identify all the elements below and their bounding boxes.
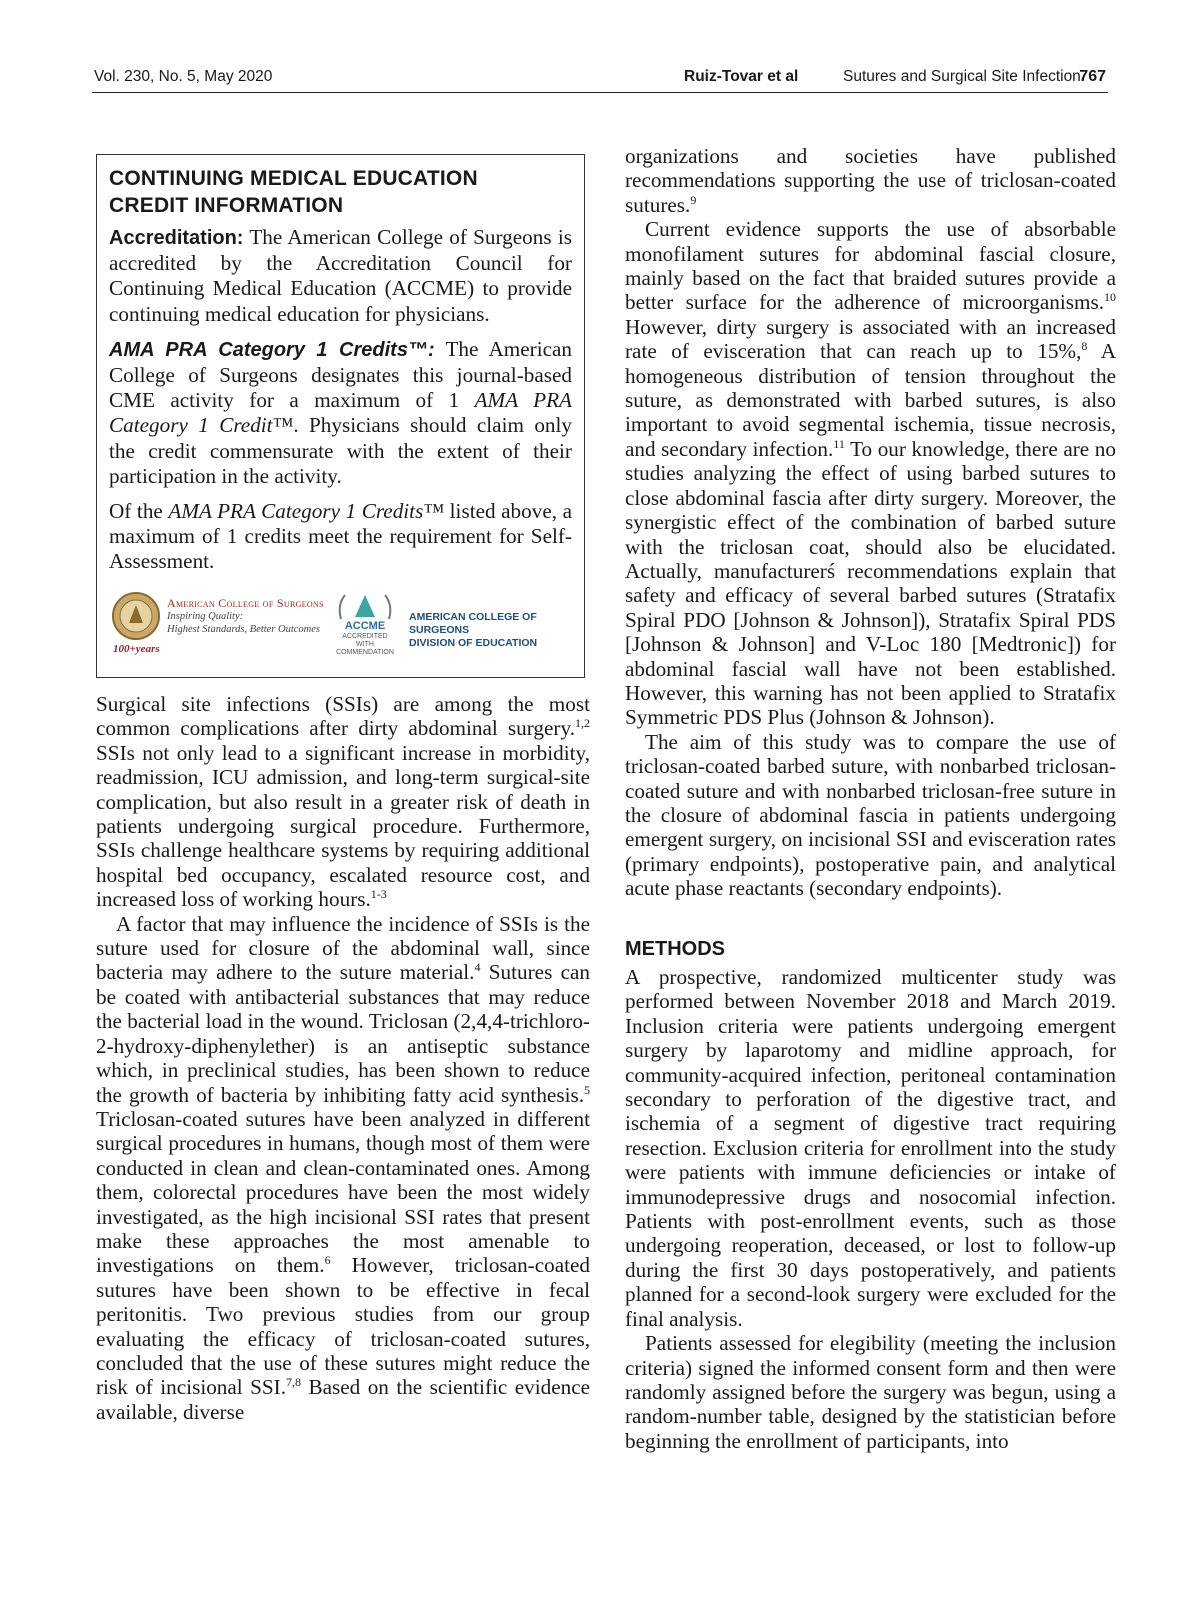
ama-credits-text-italic: AMA PRA Category 1 Credit™ (109, 388, 572, 438)
methods-heading: METHODS (625, 938, 725, 960)
cme-title-line-2: CREDIT INFORMATION (109, 194, 344, 217)
cme-info-box (96, 154, 585, 678)
text-run: A factor that may influence the incidence of SSIs is the suture used for closure of the abdominal wall, since bacteria may adhere to the suture material. (96, 911, 590, 985)
self-text-2: listed above, a maximum of 1 credits meet the requirement for Self-Assessment. (109, 499, 573, 574)
text-run: However, triclosan-coated sutures have been shown to be effective in fecal peritonitis. Two previous studies from our group evaluating the efficacy of triclosan-coated sutures, concluded that the use of these sutures might reduce the risk of incisional SSI. (96, 1253, 591, 1400)
cme-box-title (109, 165, 572, 219)
ama-credits-paragraph (109, 337, 572, 489)
accme-logo-icon (335, 589, 395, 633)
citation-ref: 10 (1104, 290, 1116, 305)
text-run: SSIs not only lead to a significant increase in morbidity, readmission, ICU admission, and long-term surgical-site complication, but also result in a greater risk of death in patients undergoing surgical procedure. Furthermore, SSIs challenge healthcare systems by requiring additional hospital bed occupancy, escalated resource cost, and increased loss of working hours. (96, 740, 590, 912)
text-run: Current evidence supports the use of absorbable monofilament sutures for abdominal fascial closure, mainly based on the fact that braided sutures provide a better surface for the adherence of microorganisms. (625, 217, 1116, 315)
text-run: organizations and societies have published recommendations supporting the use of triclosan-coated sutures. (625, 144, 1116, 217)
text-run: To our knowledge, there are no studies analyzing the effect of using barbed sutures to close abdominal fascia after dirty surgery. Moreover, the synergistic effect of the combination of barbed suture with the triclosan coat, should also be elucidated. Actually, manufacturerś recommendations explain that safety and efficacy of several barbed sutures (Stratafix Spiral PDO [Johnson & Johnson]), Stratafix Spiral PDS [Johnson & Johnson] and V-Loc 180 [Medtronic]) for abdominal fascial wall have not been established. However, this warning has not been applied to Stratafix Symmetric PDS Plus (Johnson & Johnson). (625, 436, 1116, 730)
accme-wordmark: ACCME (344, 619, 386, 632)
right-column (625, 144, 1116, 901)
text-run: However, dirty surgery is associated with an increased rate of evisceration that can reach up to 15%, (625, 314, 1116, 364)
accreditation-text: The American College of Surgeons is accredited by the Accreditation Council for Continuing Medical Education (ACCME) to provide continuing medical education for physicians. (109, 225, 572, 326)
acs-name: American College of Surgeons (167, 595, 324, 610)
self-assessment-paragraph (109, 499, 572, 575)
citation-ref: 4 (474, 960, 481, 975)
citation-ref: 5 (584, 1082, 590, 1097)
self-text-1: Of the (109, 499, 163, 524)
page-number: 767 (1079, 68, 1106, 85)
citation-ref: 9 (690, 192, 697, 207)
citation-ref: 1,2 (575, 716, 590, 731)
methods-paragraph-1: A prospective, randomized multicenter study was performed between November 2018 and March 2019. Inclusion criteria were patients undergoing emergent surgery by laparotomy and midline approach, for community-acquired infection, peritoneal contamination secondary to perforation of the digestive tract, and ischemia of a segment of digestive tract requiring resection. Exclusion criteria for enrollment into the study were patients with immune deficiencies or intake of immunodepressive drugs and nosocomial infection. Patients with post-enrollment events, such as those undergoing reoperation, deceased, or lost to follow-up during the first 30 days postoperatively, and patients planned for a second-look surgery were excluded for the final analysis. (625, 965, 1116, 1331)
journal-volume: Vol. 230, No. 5, May 2020 (94, 68, 273, 85)
methods-paragraph-2: Patients assessed for elegibility (meeting the inclusion criteria) signed the informed consent form and then were randomly assigned before the surgery was begun, using a random-number table, designed by the statistician before beginning the enrollment of participants, into (625, 1331, 1116, 1453)
ama-credits-lead: AMA PRA Category 1 Credits™: (109, 338, 435, 361)
intro-paragraph-2 (96, 912, 590, 1425)
text-run: A homogeneous distribution of tension throughout the suture, as demonstrated with barbed sutures, is also important to avoid segmental ischemia, tissue necrosis, and secondary infection. (625, 339, 1116, 461)
self-text-italic: AMA PRA Category 1 Credits™ (168, 499, 445, 524)
accreditation-paragraph (109, 225, 572, 327)
text-run: Triclosan-coated sutures have been analyzed in different surgical procedures in humans, though most of them were conducted in clean and clean-contaminated ones. Among them, colorectal procedures have been the most widely investigated, as the high incisional SSI rates that present make these approaches the most amenable to investigations on them. (96, 1106, 590, 1278)
accme-caption: ACCREDITED WITH COMMENDATION (336, 632, 394, 656)
citation-ref: 7,8 (286, 1375, 302, 1390)
citation-ref: 6 (324, 1253, 331, 1268)
intro-paragraph-1 (96, 692, 590, 912)
logo-strip (109, 589, 572, 659)
text-run: Based on the scientific evidence available, diverse (96, 1375, 591, 1424)
running-header (92, 66, 1108, 93)
acs-tagline-2: Highest Standards, Better Outcomes (167, 623, 321, 635)
ama-credits-text-2: . Physicians should claim only the credit commensurate with the extent of their participation in the activity. (109, 413, 572, 488)
division-line-1: AMERICAN COLLEGE OF SURGEONS (409, 610, 537, 636)
text-run: Surgical site infections (SSIs) are among the most common complications after dirty abdominal surgery. (96, 692, 590, 741)
text-run: Sutures can be coated with antibacterial substances that may reduce the bacterial load in the wound. Triclosan (2,4,4-trichloro-2-hydroxy-diphenylether) is an antiseptic substance which, in preclinical studies, has been shown to reduce the growth of bacteria by inhibiting fatty acid synthesis. (96, 960, 591, 1107)
acs-logo-text (167, 597, 324, 636)
citation-ref: 8 (1081, 339, 1088, 354)
acs-tagline-1: Inspiring Quality: (167, 610, 244, 622)
acs-100-years: 100+years (113, 642, 160, 655)
ama-credits-text-1: The American College of Surgeons designates this journal-based CME activity for a maximum of 1 (109, 336, 572, 413)
left-column (96, 692, 590, 1424)
acs-seal-icon (111, 591, 161, 641)
cme-title-line-1: CONTINUING MEDICAL EDUCATION (109, 167, 478, 190)
running-authors: Ruiz-Tovar et al (684, 68, 799, 85)
aim-paragraph: The aim of this study was to compare the use of triclosan-coated barbed suture, with nonbarbed triclosan-coated suture and with nonbarbed triclosan-free suture in the closure of abdominal fascia in patients undergoing emergent surgery, on incisional SSI and evisceration rates (primary endpoints), postoperative pain, and analytical acute phase reactants (secondary endpoints). (625, 729, 1116, 901)
division-of-education-logo (409, 611, 572, 650)
running-title: Sutures and Surgical Site Infection (843, 68, 1081, 85)
citation-ref: 1-3 (370, 887, 387, 902)
division-line-2: DIVISION OF EDUCATION (409, 636, 538, 649)
citation-ref: 11 (833, 436, 845, 451)
accreditation-lead: Accreditation: (109, 227, 244, 249)
methods-section (625, 938, 1116, 1453)
intro-paragraph-4 (625, 217, 1116, 730)
intro-paragraph-3 (625, 144, 1116, 217)
